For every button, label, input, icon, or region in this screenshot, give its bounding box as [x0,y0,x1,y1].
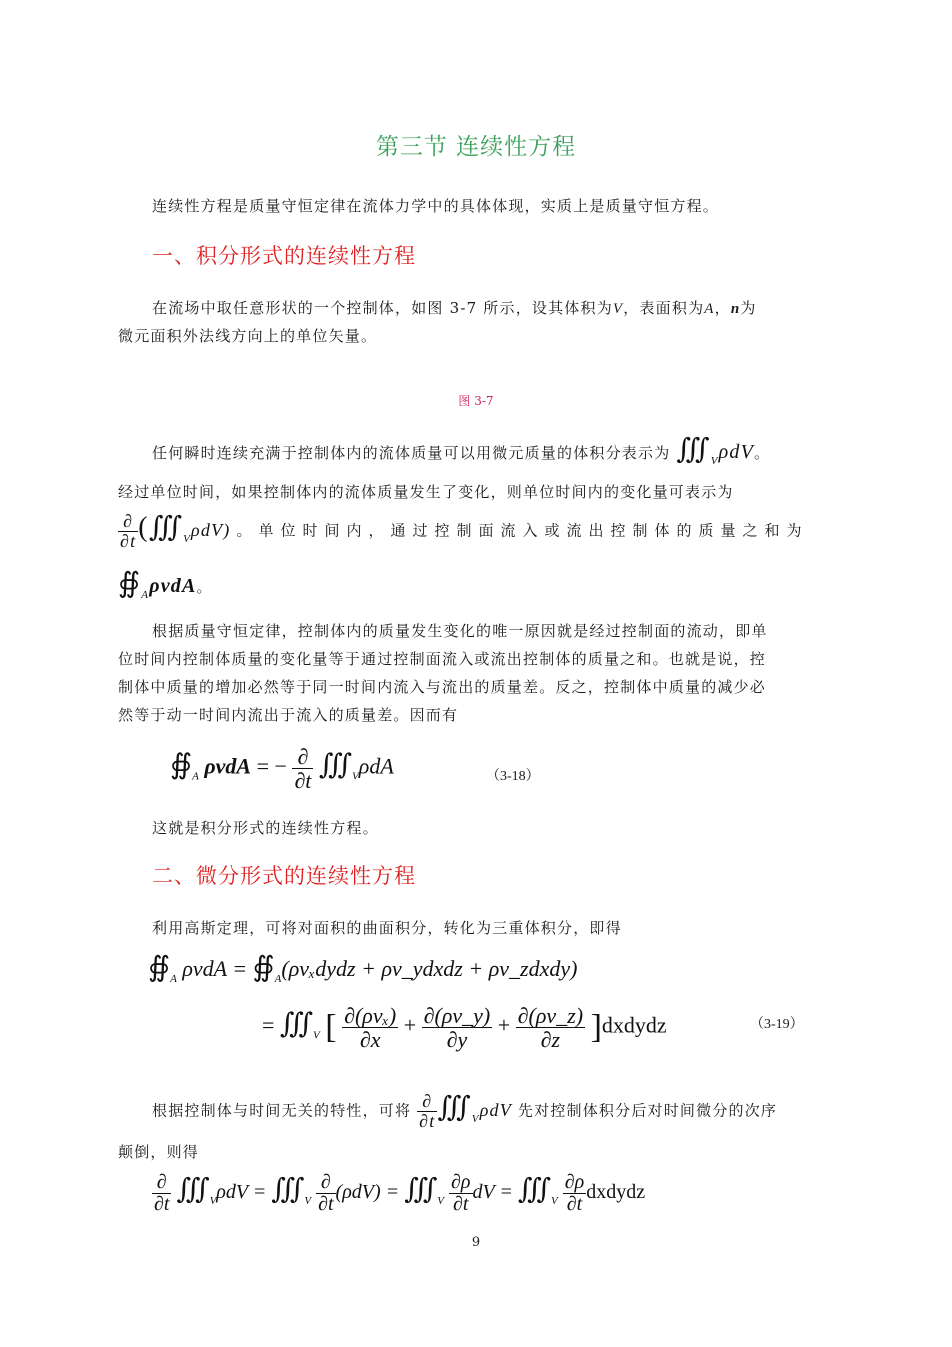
paragraph-time-independence: 根据控制体与时间无关的特性，可将 $\frac{\partial}{\partial t}$ $∭_V\rho dV$ 先对控制体积分后对时间微分的次序 [152,1091,778,1131]
paragraph-surface-integral: $∯_A\rho vdA$。 [118,568,213,601]
paragraph-mass-flux: $\frac{\partial}{\partial t}$ $(∭_V\rho dV)$ 。单位时间内，通过控制面流入或流出控制体的质量之和为 [120,511,809,551]
paragraph-conservation-line1: 根据质量守恒定律，控制体内的质量发生变化的唯一原因就是经过控制面的流动，即单 [152,622,768,640]
paragraph-conservation-line2: 位时间内控制体质量的变化量等于通过控制面流入或流出控制体的质量之和。也就是说，控 [118,650,767,668]
paragraph-conservation-line4: 然等于动一时间内流出于流入的质量差。因而有 [118,706,459,724]
equation-3-18: $∯_A$ ρvdA = − $\frac{\partial}{\partial t}$ $∭_V\rho dA$ [170,744,394,794]
paragraph-integral-conclusion: 这就是积分形式的连续性方程。 [152,819,379,837]
paragraph-mass-integral: 任何瞬时连续充满于控制体内的流体质量可以用微元质量的体积分表示为 $∭_V\rho dV$。 [152,434,771,467]
intro-paragraph: 连续性方程是质量守恒定律在流体力学中的具体体现，实质上是质量守恒方程。 [152,197,720,215]
equation-number-3-19: （3-19） [750,1017,804,1032]
paragraph-mass-change: 经过单位时间，如果控制体内的流体质量发生了变化，则单位时间内的变化量可表示为 [118,483,734,501]
heading-integral-form: 一、积分形式的连续性方程 [152,244,416,268]
paragraph-control-volume: 在流场中取任意形状的一个控制体，如图 3-7 所示，设其体积为V，表面积为A，n为 [152,299,757,317]
paragraph-time-independence-line2: 颠倒，则得 [118,1143,200,1161]
paragraph-conservation-line3: 制体中质量的增加必然等于同一时间内流入与流出的质量差。反之，控制体中质量的减少必 [118,678,767,696]
equation-interchange: $\frac{\partial}{\partial t}$ $∭_V\rho dV$ = $∭_V$ $\frac{\partial}{\partial t}$ $(\rho dV) = ∭_V$ $\frac{\partial\rho}{\partial t}$ dV = $∭_V$ $\frac{\partial\rho}{\partial t}$ dxdydz [154,1171,646,1215]
paragraph-gauss: 利用高斯定理，可将对面积的曲面积分，转化为三重体积分，即得 [152,919,622,937]
equation-3-19-line1: $∯_A$ $\rho vdA = ∯_A(\rho v_xdydz$ + ρv_ydxdz + ρv_zdxdy) [148,952,578,985]
equation-number-3-18: （3-18） [486,769,540,784]
paragraph-control-volume-line2: 微元面积外法线方向上的单位矢量。 [118,327,378,345]
heading-differential-form: 二、微分形式的连续性方程 [152,864,416,888]
section-title: 第三节 连续性方程 [375,134,577,160]
figure-caption: 图 3-7 [458,394,494,408]
page-number: 9 [471,1235,481,1250]
equation-3-19-line2: = $∭_V$ [ $\frac{\text{∂(ρvₓ)}}{\partial x}$ + $\frac{\partial(\rho v\_y)}{\partial y}$ + $\frac{\partial(\rho v\_z)}{\partial z}$ ]dxdydz [262,1003,667,1053]
